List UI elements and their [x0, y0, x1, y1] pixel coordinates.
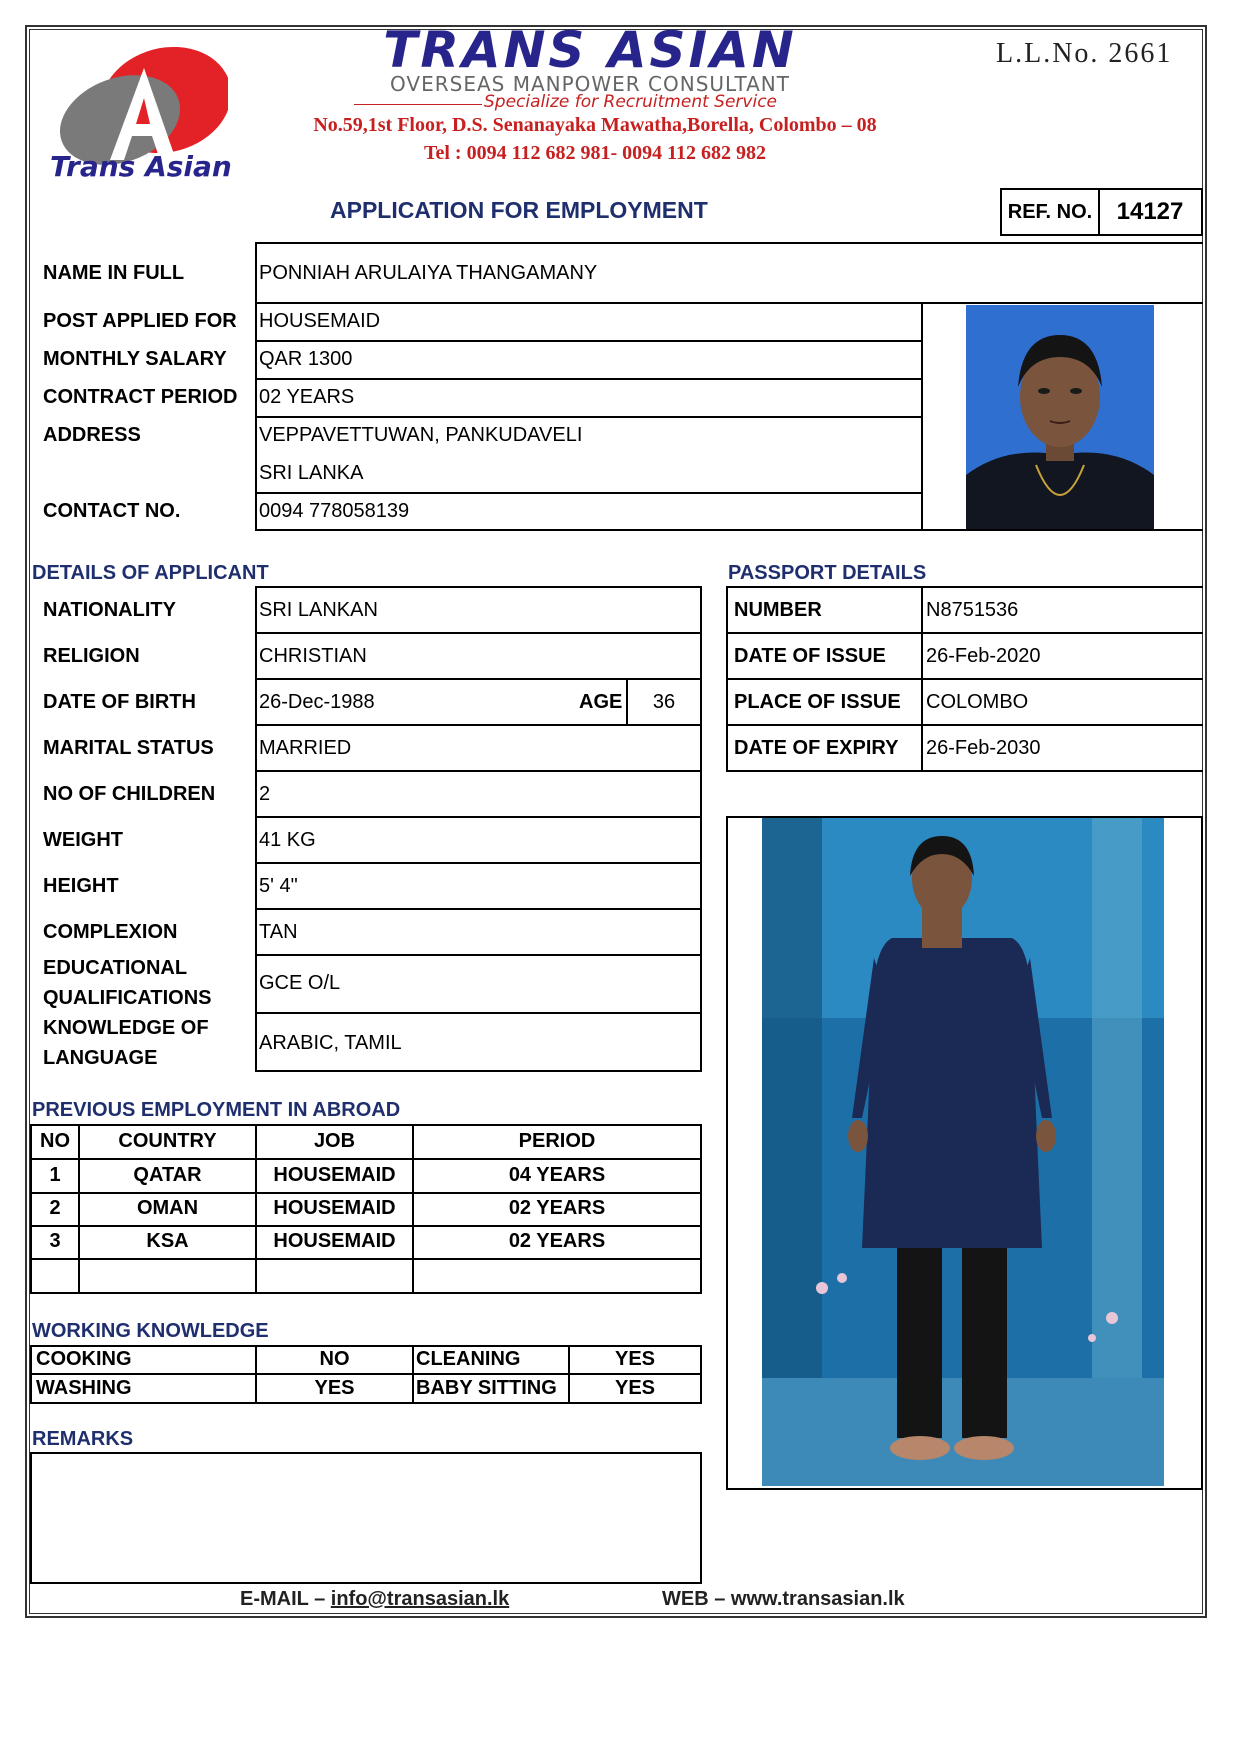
- applicant-headshot: [966, 305, 1154, 529]
- rule: [30, 1124, 702, 1126]
- employment-header: JOB: [313, 1130, 356, 1152]
- employment-cell: 02 YEARS: [508, 1197, 606, 1219]
- employment-cell: 3: [49, 1230, 61, 1252]
- employment-header: COUNTRY: [118, 1130, 217, 1152]
- remarks-box: [30, 1452, 702, 1584]
- employment-cell: HOUSEMAID: [273, 1164, 396, 1186]
- tagline-rule: [354, 104, 482, 105]
- employment-cell: 02 YEARS: [508, 1230, 606, 1252]
- rule: [255, 632, 702, 634]
- section-title-passport: PASSPORT DETAILS: [728, 562, 927, 584]
- employment-cell: OMAN: [136, 1197, 199, 1219]
- rule: [30, 1373, 702, 1375]
- rule: [30, 1345, 32, 1404]
- language-label: LANGUAGE: [43, 1047, 158, 1069]
- passport-label: DATE OF ISSUE: [734, 645, 886, 667]
- rule: [255, 724, 702, 726]
- employment-header: NO: [40, 1130, 70, 1152]
- passport-value: 26-Feb-2020: [926, 645, 1041, 667]
- rule: [255, 770, 702, 772]
- rule: [700, 1345, 702, 1404]
- detail-value: SRI LANKAN: [259, 599, 378, 621]
- skill-value: NO: [319, 1348, 350, 1370]
- skill-label: COOKING: [36, 1348, 132, 1370]
- employment-cell: 1: [49, 1164, 61, 1186]
- company-tagline: Specialize for Recruitment Service: [484, 92, 778, 112]
- rule: [255, 378, 923, 380]
- education-value: GCE O/L: [259, 972, 341, 994]
- section-title-employment: PREVIOUS EMPLOYMENT IN ABROAD: [32, 1099, 401, 1121]
- name-label: NAME IN FULL: [43, 262, 185, 284]
- company-address: No.59,1st Floor, D.S. Senanayaka Mawatha,Borella, Colombo – 08: [313, 114, 877, 136]
- employment-cell: KSA: [146, 1230, 189, 1252]
- rule: [255, 1012, 702, 1014]
- rule: [255, 862, 702, 864]
- rule: [30, 1402, 702, 1404]
- contract-label: CONTRACT PERIOD: [43, 386, 238, 408]
- section-title-details: DETAILS OF APPLICANT: [32, 562, 269, 584]
- rule: [255, 492, 923, 494]
- section-title-remarks: REMARKS: [32, 1428, 134, 1450]
- rule: [30, 1258, 702, 1260]
- address-line-2: SRI LANKA: [259, 462, 364, 484]
- age-value: 36: [652, 691, 676, 713]
- rule: [255, 529, 1203, 531]
- salary-value: QAR 1300: [259, 348, 353, 370]
- address-label: ADDRESS: [43, 424, 141, 446]
- skill-label: BABY SITTING: [416, 1377, 557, 1399]
- name-value: PONNIAH ARULAIYA THANGAMANY: [259, 262, 598, 284]
- address-line-1: VEPPAVETTUWAN, PANKUDAVELI: [259, 424, 583, 446]
- footer-email: [240, 1588, 509, 1611]
- skill-value: YES: [614, 1348, 656, 1370]
- detail-value: CHRISTIAN: [259, 645, 367, 667]
- rule: [255, 954, 702, 956]
- passport-label: NUMBER: [734, 599, 822, 621]
- rule: [255, 242, 257, 531]
- passport-value: 26-Feb-2030: [926, 737, 1041, 759]
- detail-label: HEIGHT: [43, 875, 119, 897]
- detail-value: 5' 4": [259, 875, 298, 897]
- email-link[interactable]: info@transasian.lk: [330, 1588, 510, 1610]
- rule: [30, 1225, 702, 1227]
- salary-label: MONTHLY SALARY: [43, 348, 227, 370]
- rule: [700, 1124, 702, 1294]
- rule: [30, 1158, 702, 1160]
- rule: [700, 586, 702, 1072]
- employment-cell: 2: [49, 1197, 61, 1219]
- employment-cell: HOUSEMAID: [273, 1197, 396, 1219]
- email-label: E-MAIL –: [240, 1588, 331, 1610]
- age-label: AGE: [579, 691, 623, 713]
- detail-label: COMPLEXION: [43, 921, 178, 943]
- rule: [726, 678, 1203, 680]
- rule: [255, 416, 923, 418]
- detail-value: MARRIED: [259, 737, 352, 759]
- form-title: APPLICATION FOR EMPLOYMENT: [330, 197, 708, 223]
- detail-label: NATIONALITY: [43, 599, 176, 621]
- company-subtitle: OVERSEAS MANPOWER CONSULTANT: [390, 72, 790, 96]
- education-label: EDUCATIONAL: [43, 957, 188, 979]
- post-label: POST APPLIED FOR: [43, 310, 237, 332]
- passport-label: DATE OF EXPIRY: [734, 737, 899, 759]
- company-name: TRANS ASIAN: [383, 21, 797, 79]
- rule: [726, 632, 1203, 634]
- contact-label: CONTACT NO.: [43, 500, 181, 522]
- rule: [726, 770, 1203, 772]
- rule: [255, 586, 702, 588]
- passport-label: PLACE OF ISSUE: [734, 691, 901, 713]
- rule: [30, 1292, 702, 1294]
- detail-label: MARITAL STATUS: [43, 737, 214, 759]
- footer-web[interactable]: WEB – www.transasian.lk: [662, 1588, 905, 1610]
- detail-value: 2: [259, 783, 271, 805]
- employment-cell: QATAR: [133, 1164, 202, 1186]
- ref-value: 14127: [1116, 198, 1184, 225]
- rule: [255, 302, 1203, 304]
- license-number: L.L.No. 2661: [996, 38, 1173, 69]
- rule: [255, 586, 257, 1072]
- rule: [726, 724, 1203, 726]
- logo-wordmark: Trans Asian: [50, 150, 232, 183]
- skill-value: YES: [614, 1377, 656, 1399]
- detail-label: NO OF CHILDREN: [43, 783, 216, 805]
- rule: [921, 586, 923, 772]
- rule: [412, 1345, 414, 1404]
- rule: [726, 586, 1203, 588]
- education-label: QUALIFICATIONS: [43, 987, 212, 1009]
- language-value: ARABIC, TAMIL: [259, 1032, 402, 1054]
- detail-value: 26-Dec-1988: [259, 691, 375, 713]
- contract-value: 02 YEARS: [259, 386, 355, 408]
- skill-label: WASHING: [36, 1377, 132, 1399]
- language-label: KNOWLEDGE OF: [43, 1017, 209, 1039]
- rule: [255, 340, 923, 342]
- rule: [255, 816, 702, 818]
- rule: [726, 586, 728, 772]
- rule: [255, 1070, 702, 1072]
- passport-value: COLOMBO: [926, 691, 1029, 713]
- contact-value: 0094 778058139: [259, 500, 410, 522]
- detail-value: 41 KG: [259, 829, 316, 851]
- applicant-full-photo: [762, 818, 1164, 1486]
- rule: [30, 1345, 702, 1347]
- passport-value: N8751536: [926, 599, 1019, 621]
- detail-label: WEIGHT: [43, 829, 123, 851]
- employment-header: PERIOD: [518, 1130, 596, 1152]
- rule: [255, 242, 1203, 244]
- rule: [30, 1192, 702, 1194]
- detail-label: RELIGION: [43, 645, 140, 667]
- company-telephone: Tel : 0094 112 682 981- 0094 112 682 982: [423, 142, 767, 164]
- employment-cell: HOUSEMAID: [273, 1230, 396, 1252]
- rule: [255, 908, 702, 910]
- skill-value: YES: [314, 1377, 355, 1399]
- detail-value: TAN: [259, 921, 298, 943]
- skill-label: CLEANING: [416, 1348, 521, 1370]
- detail-label: DATE OF BIRTH: [43, 691, 196, 713]
- ref-label: REF. NO.: [1002, 190, 1100, 234]
- employment-cell: 04 YEARS: [508, 1164, 606, 1186]
- rule: [255, 678, 702, 680]
- rule: [921, 302, 923, 531]
- section-title-skills: WORKING KNOWLEDGE: [32, 1320, 269, 1342]
- post-value: HOUSEMAID: [259, 310, 381, 332]
